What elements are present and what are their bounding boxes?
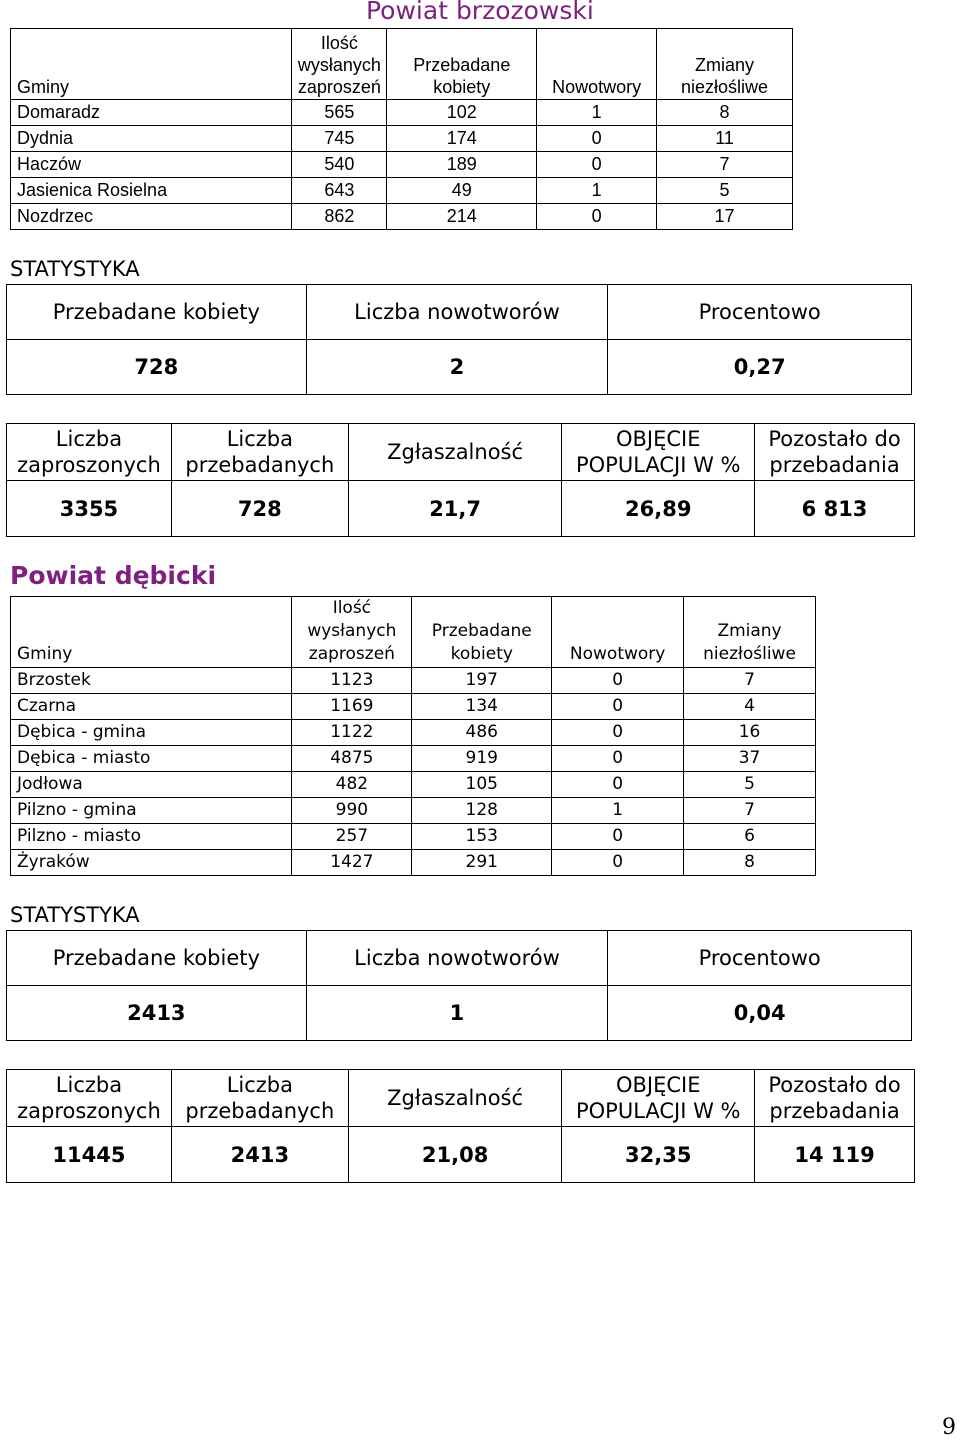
cell-gmina: Dębica - miasto [11, 746, 292, 772]
cell-invitations: 257 [292, 824, 412, 850]
cell-examined: 174 [387, 126, 537, 152]
cell-invitations: 482 [292, 772, 412, 798]
table-row [11, 772, 816, 798]
stat-value-cancers: 1 [306, 986, 608, 1041]
cell-gmina: Czarna [11, 694, 292, 720]
stat-value-examined: 2413 [7, 986, 307, 1041]
summary-header-coverage: OBJĘCIE POPULACJI W % [562, 1070, 755, 1127]
section2-summary-table [6, 1069, 915, 1183]
cell-examined: 153 [412, 824, 552, 850]
stat-value-examined: 728 [7, 340, 307, 395]
stat-header-row [7, 931, 912, 986]
section2-statistics-table [6, 930, 912, 1041]
cell-benign: 6 [684, 824, 816, 850]
cell-benign: 5 [684, 772, 816, 798]
cell-gmina: Pilzno - gmina [11, 798, 292, 824]
cell-benign: 7 [657, 152, 793, 178]
cell-cancers: 0 [537, 152, 657, 178]
table-row [11, 126, 793, 152]
cell-examined: 49 [387, 178, 537, 204]
cell-invitations: 1427 [292, 850, 412, 876]
stat-value-row [7, 986, 912, 1041]
summary-value-response: 21,08 [348, 1127, 562, 1183]
cell-invitations: 643 [292, 178, 387, 204]
summary-value-coverage: 32,35 [562, 1127, 755, 1183]
summary-header-row [7, 424, 915, 481]
cell-benign: 5 [657, 178, 793, 204]
cell-gmina: Dydnia [11, 126, 292, 152]
summary-header-invited: Liczba zaproszonych [7, 1070, 172, 1127]
cell-invitations: 1169 [292, 694, 412, 720]
stat-value-percent: 0,27 [608, 340, 912, 395]
summary-header-invited: Liczba zaproszonych [7, 424, 172, 481]
summary-value-invited: 3355 [7, 481, 172, 537]
cell-benign: 8 [657, 100, 793, 126]
cell-examined: 105 [412, 772, 552, 798]
cell-cancers: 0 [537, 126, 657, 152]
summary-value-remaining: 14 119 [755, 1127, 915, 1183]
summary-header-examined: Liczba przebadanych [171, 1070, 348, 1127]
table-row [11, 152, 793, 178]
summary-value-row [7, 1127, 915, 1183]
stat-header-percent: Procentowo [608, 931, 912, 986]
cell-examined: 197 [412, 668, 552, 694]
cell-examined: 102 [387, 100, 537, 126]
cell-gmina: Żyraków [11, 850, 292, 876]
section1-statistics-label: STATYSTYKA [10, 257, 140, 281]
table-header-row [11, 29, 793, 100]
stat-value-percent: 0,04 [608, 986, 912, 1041]
cell-cancers: 1 [552, 798, 684, 824]
section1-statistics-table [6, 284, 912, 395]
summary-header-examined: Liczba przebadanych [171, 424, 348, 481]
header-benign: Zmiany niezłośliwe [657, 29, 793, 100]
cell-benign: 7 [684, 798, 816, 824]
cell-invitations: 862 [292, 204, 387, 230]
table-row [11, 668, 816, 694]
stat-value-cancers: 2 [306, 340, 608, 395]
header-gminy: Gminy [11, 29, 292, 100]
cell-gmina: Jodłowa [11, 772, 292, 798]
cell-cancers: 0 [552, 824, 684, 850]
table-row [11, 850, 816, 876]
cell-cancers: 0 [552, 746, 684, 772]
summary-value-invited: 11445 [7, 1127, 172, 1183]
table-row [11, 178, 793, 204]
cell-benign: 16 [684, 720, 816, 746]
summary-value-response: 21,7 [348, 481, 562, 537]
cell-invitations: 990 [292, 798, 412, 824]
table-row [11, 694, 816, 720]
header-cancers: Nowotwory [552, 597, 684, 668]
cell-benign: 8 [684, 850, 816, 876]
header-invitations: Ilość wysłanych zaproszeń [292, 29, 387, 100]
summary-header-response: Zgłaszalność [348, 1070, 562, 1127]
cell-examined: 919 [412, 746, 552, 772]
table-row [11, 824, 816, 850]
section2-title: Powiat dębicki [10, 561, 217, 590]
cell-invitations: 4875 [292, 746, 412, 772]
header-cancers: Nowotwory [537, 29, 657, 100]
page-number: 9 [942, 1415, 956, 1440]
summary-value-coverage: 26,89 [562, 481, 755, 537]
cell-cancers: 0 [552, 668, 684, 694]
table-row [11, 798, 816, 824]
summary-header-remaining: Pozostało do przebadania [755, 424, 915, 481]
header-invitations: Ilość wysłanych zaproszeń [292, 597, 412, 668]
cell-cancers: 0 [552, 850, 684, 876]
cell-examined: 134 [412, 694, 552, 720]
summary-header-row [7, 1070, 915, 1127]
summary-header-remaining: Pozostało do przebadania [755, 1070, 915, 1127]
cell-invitations: 540 [292, 152, 387, 178]
summary-value-examined: 2413 [171, 1127, 348, 1183]
stat-header-cancers: Liczba nowotworów [306, 285, 608, 340]
cell-gmina: Brzostek [11, 668, 292, 694]
table-row [11, 746, 816, 772]
cell-gmina: Nozdrzec [11, 204, 292, 230]
stat-header-percent: Procentowo [608, 285, 912, 340]
summary-value-examined: 728 [171, 481, 348, 537]
stat-header-examined: Przebadane kobiety [7, 285, 307, 340]
cell-examined: 128 [412, 798, 552, 824]
cell-cancers: 1 [537, 100, 657, 126]
header-gminy: Gminy [11, 597, 292, 668]
cell-benign: 4 [684, 694, 816, 720]
cell-examined: 214 [387, 204, 537, 230]
cell-invitations: 1122 [292, 720, 412, 746]
cell-cancers: 0 [552, 720, 684, 746]
cell-invitations: 745 [292, 126, 387, 152]
cell-cancers: 0 [552, 694, 684, 720]
cell-cancers: 1 [537, 178, 657, 204]
summary-value-remaining: 6 813 [755, 481, 915, 537]
summary-value-row [7, 481, 915, 537]
summary-header-response: Zgłaszalność [348, 424, 562, 481]
section1-title: Powiat brzozowski [366, 0, 594, 25]
cell-gmina: Dębica - gmina [11, 720, 292, 746]
section2-statistics-label: STATYSTYKA [10, 903, 140, 927]
stat-value-row [7, 340, 912, 395]
table-row [11, 100, 793, 126]
section1-gminy-table [10, 28, 793, 230]
summary-header-coverage: OBJĘCIE POPULACJI W % [562, 424, 755, 481]
cell-examined: 486 [412, 720, 552, 746]
section2-gminy-table [10, 596, 816, 876]
cell-gmina: Jasienica Rosielna [11, 178, 292, 204]
header-examined: Przebadane kobiety [412, 597, 552, 668]
cell-invitations: 1123 [292, 668, 412, 694]
cell-benign: 11 [657, 126, 793, 152]
cell-examined: 291 [412, 850, 552, 876]
cell-cancers: 0 [552, 772, 684, 798]
cell-gmina: Haczów [11, 152, 292, 178]
cell-cancers: 0 [537, 204, 657, 230]
stat-header-cancers: Liczba nowotworów [306, 931, 608, 986]
stat-header-examined: Przebadane kobiety [7, 931, 307, 986]
cell-benign: 7 [684, 668, 816, 694]
header-examined: Przebadane kobiety [387, 29, 537, 100]
cell-invitations: 565 [292, 100, 387, 126]
cell-benign: 17 [657, 204, 793, 230]
cell-gmina: Domaradz [11, 100, 292, 126]
header-benign: Zmiany niezłośliwe [684, 597, 816, 668]
table-header-row [11, 597, 816, 668]
table-row [11, 720, 816, 746]
cell-gmina: Pilzno - miasto [11, 824, 292, 850]
section1-summary-table [6, 423, 915, 537]
cell-examined: 189 [387, 152, 537, 178]
table-row [11, 204, 793, 230]
cell-benign: 37 [684, 746, 816, 772]
stat-header-row [7, 285, 912, 340]
